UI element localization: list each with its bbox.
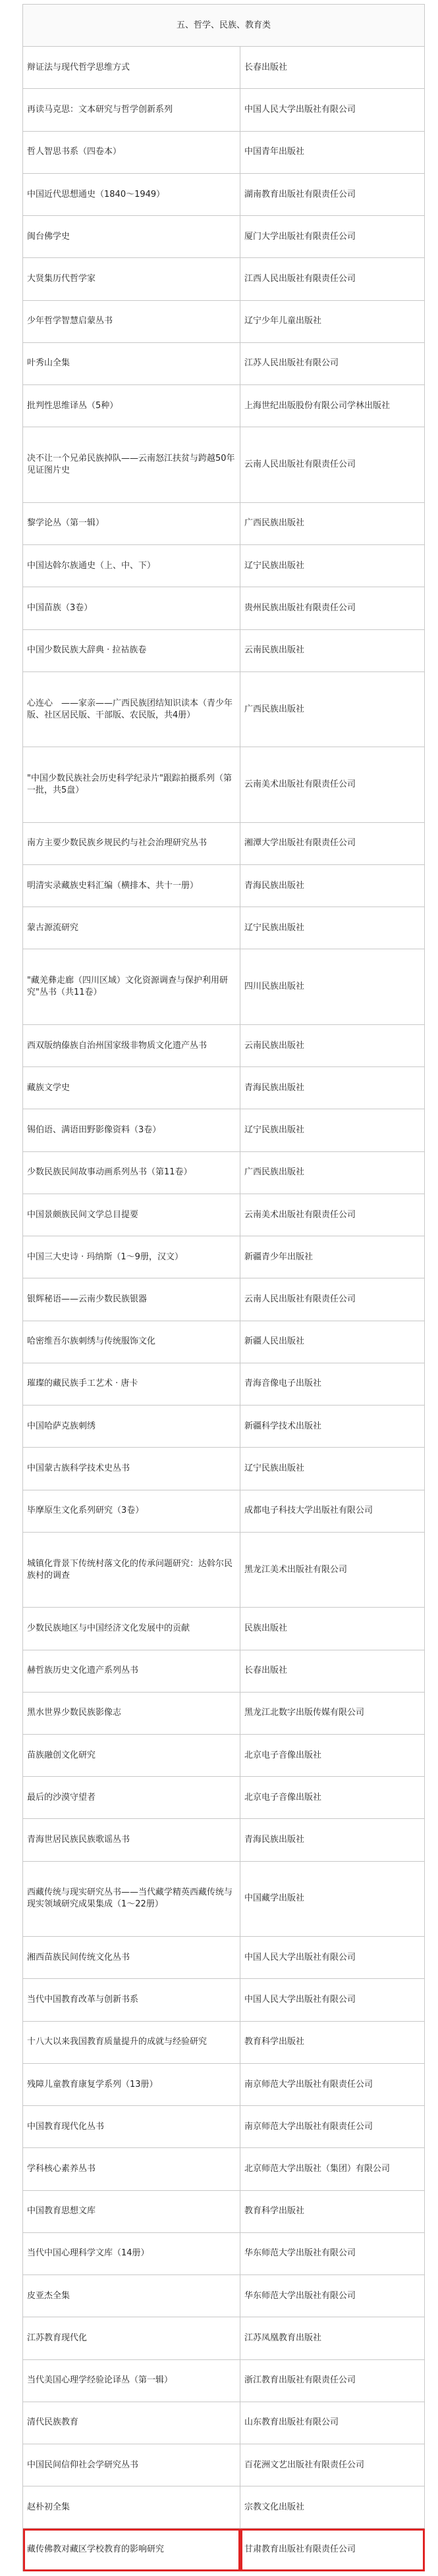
table-row bbox=[23, 822, 425, 864]
book-title-cell: 中国教育现代化丛书 bbox=[23, 2106, 240, 2148]
book-title-cell: 当代中国心理科学文库（14册） bbox=[23, 2232, 240, 2274]
table-row bbox=[23, 216, 425, 258]
book-title-cell: 锡伯语、满语田野影像资料（3卷） bbox=[23, 1109, 240, 1151]
table-row bbox=[23, 1024, 425, 1066]
publisher-cell: 辽宁民族出版社 bbox=[240, 1109, 425, 1151]
publisher-cell: 山东教育出版社有限公司 bbox=[240, 2402, 425, 2444]
book-title-cell: 批判性思维译丛（5种） bbox=[23, 385, 240, 427]
table-row bbox=[23, 2402, 425, 2444]
table-row bbox=[23, 629, 425, 671]
table-row bbox=[23, 747, 425, 823]
book-title-cell: 辩证法与现代哲学思维方式 bbox=[23, 47, 240, 89]
book-title-cell: 江苏教育现代化 bbox=[23, 2317, 240, 2359]
publisher-cell: 百花洲文艺出版社有限责任公司 bbox=[240, 2444, 425, 2486]
publisher-cell: 北京电子音像出版社 bbox=[240, 1777, 425, 1819]
publisher-cell: 辽宁民族出版社 bbox=[240, 1448, 425, 1490]
book-title-cell: 当代美国心理学经验论译丛（第一辑） bbox=[23, 2359, 240, 2402]
publisher-cell: 北京电子音像出版社 bbox=[240, 1735, 425, 1777]
table-row bbox=[23, 1937, 425, 1979]
table-row bbox=[23, 1650, 425, 1692]
table-row bbox=[23, 1735, 425, 1777]
publisher-cell: 云南民族出版社 bbox=[240, 629, 425, 671]
table-row bbox=[23, 300, 425, 342]
catalog-body bbox=[23, 5, 425, 2571]
book-title-cell: 再读马克思：文本研究与哲学创新系列 bbox=[23, 89, 240, 131]
book-title-cell: 西双版纳傣族自治州国家级非物质文化遗产丛书 bbox=[23, 1024, 240, 1066]
book-title-cell: 黑水世界少数民族影像志 bbox=[23, 1692, 240, 1734]
publisher-cell: 上海世纪出版股份有限公司学林出版社 bbox=[240, 385, 425, 427]
publisher-cell: 湖南教育出版社有限责任公司 bbox=[240, 173, 425, 215]
table-row bbox=[23, 1819, 425, 1861]
publisher-cell: 长春出版社 bbox=[240, 1650, 425, 1692]
table-row bbox=[23, 1777, 425, 1819]
table-row bbox=[23, 2359, 425, 2402]
book-title-cell: 中国近代思想通史（1840～1949） bbox=[23, 173, 240, 215]
table-row bbox=[23, 2529, 425, 2571]
book-title-cell: 少数民族民间故事动画系列丛书（第11卷） bbox=[23, 1151, 240, 1194]
publisher-cell: 中国人民大学出版社有限公司 bbox=[240, 1979, 425, 2021]
table-row bbox=[23, 2486, 425, 2529]
book-title-cell: 闽台佛学史 bbox=[23, 216, 240, 258]
publisher-cell: 云南人民出版社有限责任公司 bbox=[240, 1278, 425, 1321]
table-row bbox=[23, 2106, 425, 2148]
publisher-cell: 江苏人民出版社有限公司 bbox=[240, 342, 425, 384]
publisher-cell: 贵州民族出版社有限责任公司 bbox=[240, 587, 425, 629]
publisher-cell: 华东师范大学出版社有限公司 bbox=[240, 2275, 425, 2317]
table-row bbox=[23, 1067, 425, 1109]
publisher-cell: 云南美术出版社有限责任公司 bbox=[240, 747, 425, 823]
book-title-cell: 明清实录藏族史料汇编（横排本、共十一册） bbox=[23, 865, 240, 907]
table-row bbox=[23, 502, 425, 544]
book-title-cell: 少年哲学智慧启蒙丛书 bbox=[23, 300, 240, 342]
table-row bbox=[23, 1194, 425, 1236]
book-title-cell: 大贤集历代哲学家 bbox=[23, 258, 240, 300]
publisher-cell: 辽宁民族出版社 bbox=[240, 545, 425, 587]
table-row bbox=[23, 1490, 425, 1532]
publisher-cell: 民族出版社 bbox=[240, 1608, 425, 1650]
table-row bbox=[23, 907, 425, 949]
table-row bbox=[23, 1979, 425, 2021]
book-title-cell: 学科核心素养丛书 bbox=[23, 2148, 240, 2190]
publisher-cell: 南京师范大学出版社有限责任公司 bbox=[240, 2063, 425, 2105]
table-row bbox=[23, 1236, 425, 1278]
publisher-cell: 广西民族出版社 bbox=[240, 502, 425, 544]
table-row bbox=[23, 2063, 425, 2105]
publisher-cell: 辽宁民族出版社 bbox=[240, 907, 425, 949]
table-row bbox=[23, 1406, 425, 1448]
book-title-cell: 中国民间信仰社会学研究丛书 bbox=[23, 2444, 240, 2486]
table-row bbox=[23, 2148, 425, 2190]
table-row bbox=[23, 1151, 425, 1194]
publisher-cell: 长春出版社 bbox=[240, 47, 425, 89]
table-row bbox=[23, 2190, 425, 2232]
book-title-cell: "中国少数民族社会历史科学纪录片"跟踪拍摄系列（第一批，共5盘） bbox=[23, 747, 240, 823]
table-row bbox=[23, 2317, 425, 2359]
publisher-cell: 华东师范大学出版社有限公司 bbox=[240, 2232, 425, 2274]
table-row bbox=[23, 2444, 425, 2486]
book-title-cell: 中国教育思想文库 bbox=[23, 2190, 240, 2232]
publisher-cell: 云南美术出版社有限责任公司 bbox=[240, 1194, 425, 1236]
book-title-cell: 赫哲族历史文化遗产系列丛书 bbox=[23, 1650, 240, 1692]
publisher-cell: 广西民族出版社 bbox=[240, 1151, 425, 1194]
book-title-cell: 哲人智思书系（四卷本） bbox=[23, 131, 240, 173]
table-row bbox=[23, 2021, 425, 2063]
section-header-row bbox=[23, 5, 425, 47]
book-title-cell: 中国达斡尔族通史（上、中、下） bbox=[23, 545, 240, 587]
table-row bbox=[23, 587, 425, 629]
publisher-cell: 浙江教育出版社有限责任公司 bbox=[240, 2359, 425, 2402]
book-title-cell: 藏族文学史 bbox=[23, 1067, 240, 1109]
table-row bbox=[23, 342, 425, 384]
publisher-cell: 新疆人民出版社 bbox=[240, 1321, 425, 1363]
book-title-cell: 清代民族教育 bbox=[23, 2402, 240, 2444]
book-title-cell: 叶秀山全集 bbox=[23, 342, 240, 384]
table-row bbox=[23, 1861, 425, 1937]
book-title-cell: 中国蒙古族科学技术史丛书 bbox=[23, 1448, 240, 1490]
table-row bbox=[23, 258, 425, 300]
table-row bbox=[23, 2275, 425, 2317]
publisher-cell: 江西人民出版社有限责任公司 bbox=[240, 258, 425, 300]
publisher-cell: 成都电子科技大学出版社有限公司 bbox=[240, 1490, 425, 1532]
book-title-cell: 湘西苗族民间传统文化丛书 bbox=[23, 1937, 240, 1979]
table-row bbox=[23, 1448, 425, 1490]
book-title-cell: 银辉秘语——云南少数民族银器 bbox=[23, 1278, 240, 1321]
publisher-cell: 新疆青少年出版社 bbox=[240, 1236, 425, 1278]
book-title-cell: 毕摩原生文化系列研究（3卷） bbox=[23, 1490, 240, 1532]
book-title-cell: 哈密维吾尔族刺绣与传统服饰文化 bbox=[23, 1321, 240, 1363]
table-row bbox=[23, 949, 425, 1025]
publisher-cell: 青海音像电子出版社 bbox=[240, 1363, 425, 1405]
table-row bbox=[23, 1109, 425, 1151]
book-title-cell: 璀璨的藏民族手工艺术 · 唐卡 bbox=[23, 1363, 240, 1405]
publisher-cell: 中国人民大学出版社有限公司 bbox=[240, 89, 425, 131]
publisher-cell: 青海民族出版社 bbox=[240, 865, 425, 907]
publisher-cell: 教育科学出版社 bbox=[240, 2190, 425, 2232]
publisher-cell: 云南人民出版社有限责任公司 bbox=[240, 427, 425, 503]
table-row bbox=[23, 865, 425, 907]
publisher-cell: 教育科学出版社 bbox=[240, 2021, 425, 2063]
publisher-cell: 黑龙江美术出版社有限公司 bbox=[240, 1532, 425, 1608]
book-title-cell: 蒙古源流研究 bbox=[23, 907, 240, 949]
publisher-cell: 江苏凤凰教育出版社 bbox=[240, 2317, 425, 2359]
table-row bbox=[23, 1692, 425, 1734]
book-title-cell: 黎学论丛（第一辑） bbox=[23, 502, 240, 544]
book-title-cell: 青海世居民族民族歌谣丛书 bbox=[23, 1819, 240, 1861]
book-title-cell: 最后的沙漠守望者 bbox=[23, 1777, 240, 1819]
publisher-cell: 辽宁少年儿童出版社 bbox=[240, 300, 425, 342]
book-title-cell: 藏传佛教对藏区学校教育的影响研究 bbox=[23, 2529, 240, 2571]
publisher-cell: 湘潭大学出版社有限责任公司 bbox=[240, 822, 425, 864]
book-title-cell: 残障儿童教育康复学系列（13册） bbox=[23, 2063, 240, 2105]
publisher-cell: 云南民族出版社 bbox=[240, 1024, 425, 1066]
book-title-cell: 少数民族地区与中国经济文化发展中的贡献 bbox=[23, 1608, 240, 1650]
table-row bbox=[23, 671, 425, 747]
publisher-cell: 青海民族出版社 bbox=[240, 1067, 425, 1109]
book-title-cell: 中国少数民族大辞典 · 拉祜族卷 bbox=[23, 629, 240, 671]
publisher-cell: 南京师范大学出版社有限责任公司 bbox=[240, 2106, 425, 2148]
book-title-cell: 中国苗族（3卷） bbox=[23, 587, 240, 629]
publisher-cell: 厦门大学出版社有限责任公司 bbox=[240, 216, 425, 258]
publisher-cell: 中国青年出版社 bbox=[240, 131, 425, 173]
book-title-cell: "藏羌彝走廊（四川区域）文化资源调查与保护利用研究"丛书（共11卷） bbox=[23, 949, 240, 1025]
table-row bbox=[23, 2232, 425, 2274]
book-title-cell: 心连心 ——家亲——广西民族团结知识读本（青少年版、社区居民版、干部版、农民版，共4册） bbox=[23, 671, 240, 747]
table-row bbox=[23, 173, 425, 215]
publisher-cell: 甘肃教育出版社有限责任公司 bbox=[240, 2529, 425, 2571]
book-title-cell: 城镇化背景下传统村落文化的传承问题研究：达斡尔民族村的调查 bbox=[23, 1532, 240, 1608]
book-title-cell: 中国哈萨克族刺绣 bbox=[23, 1406, 240, 1448]
table-row bbox=[23, 131, 425, 173]
publisher-cell: 黑龙江北数字出版传媒有限公司 bbox=[240, 1692, 425, 1734]
publisher-cell: 宗教文化出版社 bbox=[240, 2486, 425, 2529]
table-row bbox=[23, 89, 425, 131]
table-row bbox=[23, 545, 425, 587]
publisher-cell: 广西民族出版社 bbox=[240, 671, 425, 747]
book-title-cell: 赵朴初全集 bbox=[23, 2486, 240, 2529]
publisher-cell: 青海民族出版社 bbox=[240, 1819, 425, 1861]
section-title: 五、哲学、民族、教育类 bbox=[23, 5, 425, 47]
table-row bbox=[23, 1321, 425, 1363]
publisher-cell: 北京师范大学出版社（集团）有限公司 bbox=[240, 2148, 425, 2190]
book-title-cell: 苗族融创文化研究 bbox=[23, 1735, 240, 1777]
book-title-cell: 中国三大史诗 · 玛纳斯（1～9册，汉文） bbox=[23, 1236, 240, 1278]
table-row bbox=[23, 47, 425, 89]
publisher-cell: 四川民族出版社 bbox=[240, 949, 425, 1025]
book-title-cell: 当代中国教育改革与创新书系 bbox=[23, 1979, 240, 2021]
book-title-cell: 十八大以来我国教育质量提升的成就与经验研究 bbox=[23, 2021, 240, 2063]
book-title-cell: 皮亚杰全集 bbox=[23, 2275, 240, 2317]
publisher-cell: 中国藏学出版社 bbox=[240, 1861, 425, 1937]
book-title-cell: 决不让一个兄弟民族掉队——云南怒江扶贫与跨越50年见证图片史 bbox=[23, 427, 240, 503]
book-title-cell: 南方主要少数民族乡规民约与社会治理研究丛书 bbox=[23, 822, 240, 864]
book-catalog-table bbox=[22, 4, 425, 2571]
table-row bbox=[23, 1608, 425, 1650]
table-row bbox=[23, 1363, 425, 1405]
table-row bbox=[23, 1278, 425, 1321]
table-row bbox=[23, 1532, 425, 1608]
table-row bbox=[23, 385, 425, 427]
book-title-cell: 中国景颇族民间文学总目提要 bbox=[23, 1194, 240, 1236]
book-title-cell: 西藏传统与现实研究丛书——当代藏学精英西藏传统与现实领域研究成果集成（1～22册） bbox=[23, 1861, 240, 1937]
publisher-cell: 中国人民大学出版社有限公司 bbox=[240, 1937, 425, 1979]
table-row bbox=[23, 427, 425, 503]
publisher-cell: 新疆科学技术出版社 bbox=[240, 1406, 425, 1448]
